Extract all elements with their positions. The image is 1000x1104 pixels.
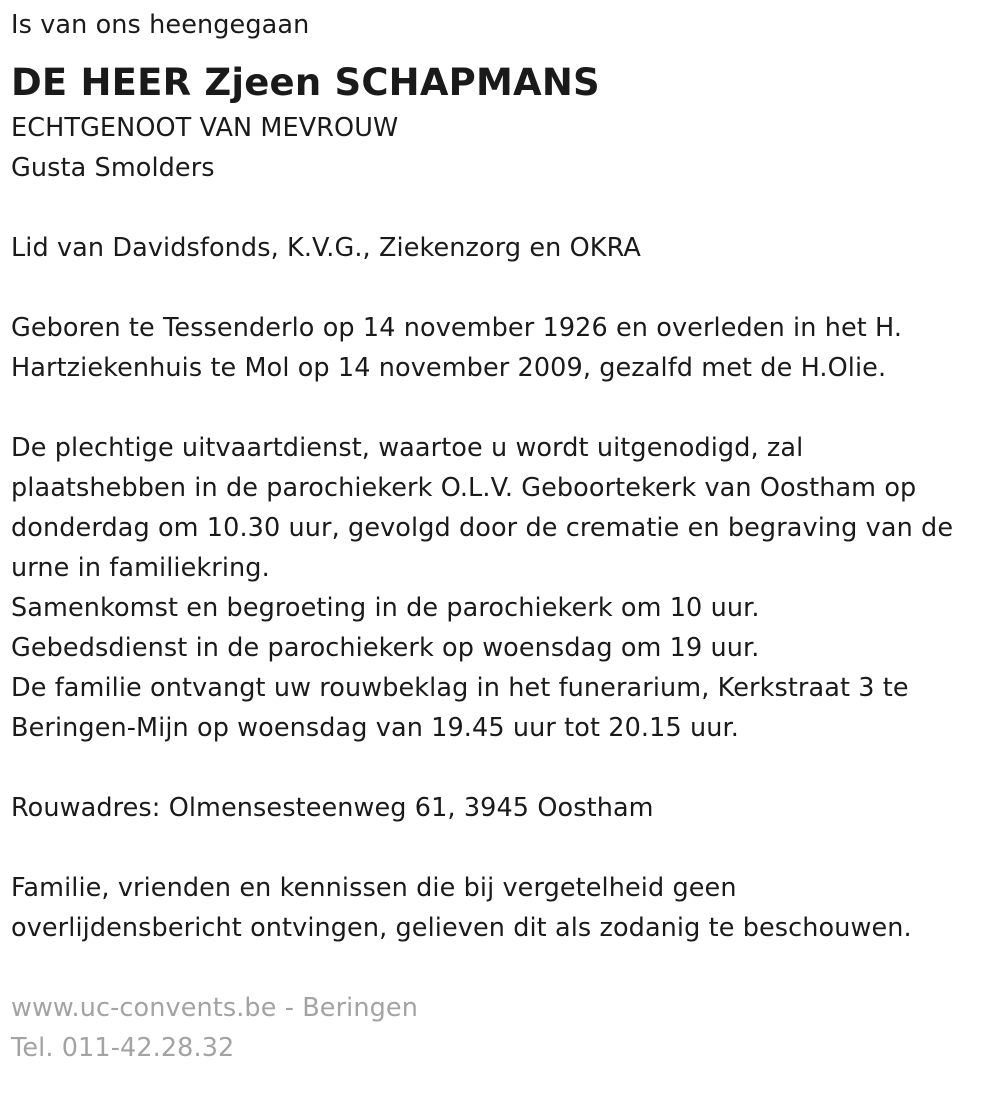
membership-text: Lid van Davidsfonds, K.V.G., Ziekenzorg en OKRA (11, 233, 641, 263)
funeral-home-phone: Tel. 011-42.28.32 (11, 1033, 235, 1063)
birth-death-line: Geboren te Tessenderlo op 14 november 1926 en overleden in het H. (11, 313, 903, 343)
service-line: De plechtige uitvaartdienst, waartoe u wordt uitgenodigd, zal (11, 433, 804, 463)
service-line: Samenkomst en begroeting in de parochiekerk om 10 uur. (11, 593, 760, 623)
intro-text: Is van ons heengegaan (11, 10, 310, 40)
spacer (11, 748, 991, 788)
funeral-home-website: www.uc-convents.be - Beringen (11, 993, 418, 1023)
service-line: plaatshebben in de parochiekerk O.L.V. Geboortekerk van Oostham op (11, 473, 917, 503)
obituary-notice (11, 0, 991, 1068)
deceased-name: DE HEER Zjeen SCHAPMANS (11, 61, 600, 104)
notice-line: Familie, vrienden en kennissen die bij vergetelheid geen (11, 873, 737, 903)
spacer (11, 388, 991, 428)
notice-line: overlijdensbericht ontvingen, gelieven dit als zodanig te beschouwen. (11, 913, 912, 943)
spacer (11, 828, 991, 868)
birth-death-line: Hartziekenhuis te Mol op 14 november 2009, gezalfd met de H.Olie. (11, 353, 887, 383)
service-line: donderdag om 10.30 uur, gevolgd door de crematie en begraving van de (11, 513, 954, 543)
service-line: Beringen-Mijn op woensdag van 19.45 uur tot 20.15 uur. (11, 713, 739, 743)
service-line: De familie ontvangt uw rouwbeklag in het funerarium, Kerkstraat 3 te (11, 673, 909, 703)
mourning-address: Rouwadres: Olmensesteenweg 61, 3945 Oostham (11, 793, 654, 823)
spouse-title: ECHTGENOOT VAN MEVROUW (11, 113, 399, 143)
spouse-name: Gusta Smolders (11, 153, 215, 183)
spacer (11, 268, 991, 308)
spacer (11, 188, 991, 228)
spacer (11, 948, 991, 988)
service-line: Gebedsdienst in de parochiekerk op woensdag om 19 uur. (11, 633, 760, 663)
service-line: urne in familiekring. (11, 553, 270, 583)
